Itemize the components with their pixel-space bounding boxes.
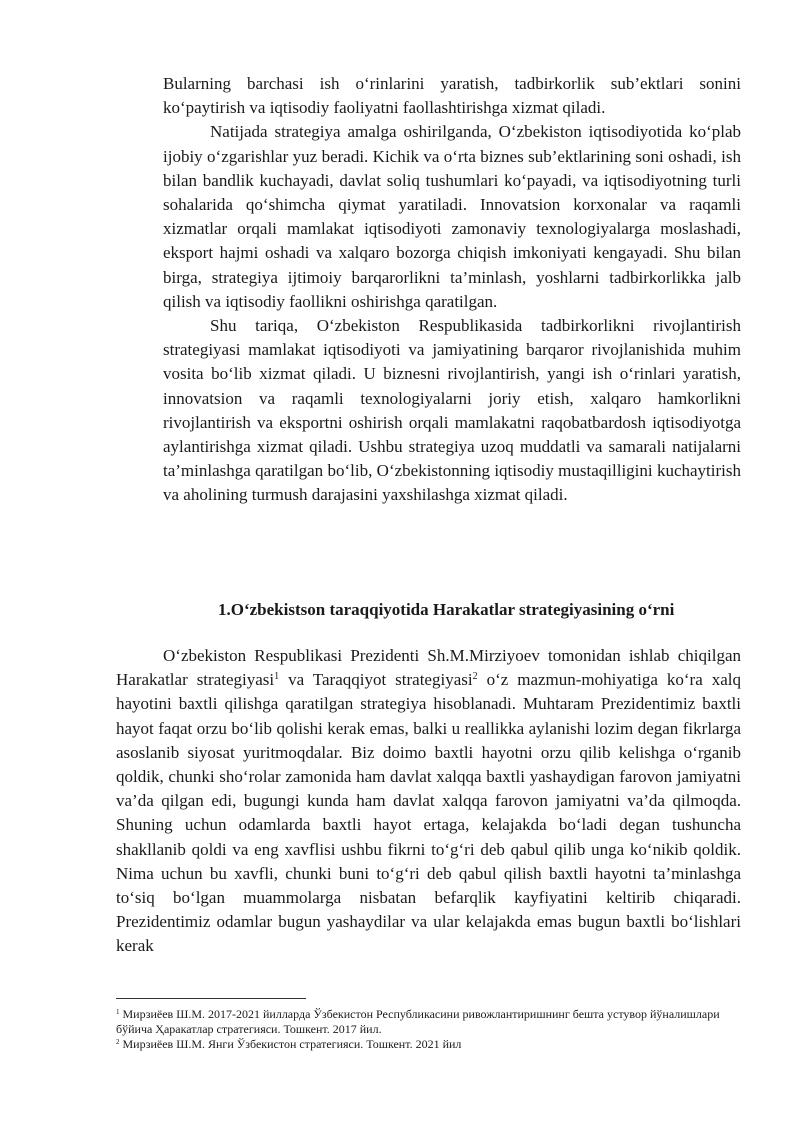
section-heading: 1.O‘zbekistson taraqqiyotida Harakatlar strategiyasining o‘rni [218,600,675,619]
paragraph-strategy-part1: O‘zbekiston Respublikasi Prezidenti Sh.M.Mirziyoev tomonidan ishlab chiqilgan Harakatlar strategiyasi [116,646,741,690]
footnotes [116,1007,741,1052]
footnote-2-number: 2 [116,1038,120,1046]
paragraph-strategy-part2: va Taraqqiyot strategiyasi [279,670,473,690]
footnote-2-text: Мирзиёев Ш.М. Янги Ўзбекистон стратегияси. Тошкент. 2021 йил [119,1037,462,1051]
footnote-divider [116,998,306,999]
footnote-1 [116,1007,741,1037]
paragraph-strategy [116,644,741,959]
paragraph-results: Natijada strategiya amalga oshirilganda, O‘zbekiston iqtisodiyotida ko‘plab ijobiy o‘zgarishlar yuz beradi. Kichik va o‘rta biznes sub’ektlarining soni oshadi, ish bilan bandlik kuchayadi, davlat soliq tushumlari ko‘payadi, va iqtisodiyotning turli sohalarida qo‘shimcha qiymat yaratiladi. Innovatsion korxonalar va raqamli xizmatlar orqali mamlakat iqtisodiyoti zamonaviy texnologiyalarga moslashadi, eksport hajmi oshadi va xalqaro bozorga chiqish imkoniyati kengayadi. Shu bilan birga, strategiya ijtimoiy barqarorlikni ta’minlash, yoshlarni tadbirkorlikka jalb qilish va iqtisodiy faollikni oshirishga qaratilgan. [163,122,741,311]
footnote-ref-1[interactable]: 1 [274,671,280,683]
footnote-1-text: Мирзиёев Ш.М. 2017-2021 йилларда Ўзбекистон Республикасини ривожлантиришнинг бешта устувор йўналишлари бўйича Ҳаракатлар стратегияси. Тошкент. 2017 йил. [116,1007,720,1036]
footnote-2 [116,1037,741,1052]
paragraph-intro: Bularning barchasi ish o‘rinlarini yaratish, tadbirkorlik sub’ektlari sonini ko‘paytirish va iqtisodiy faoliyatni faollashtirishga xizmat qiladi. [163,74,741,118]
paragraph-strategy-part3: o‘z mazmun-mohiyatiga ko‘ra xalq hayotini baxtli qilishga qaratilgan strategiya hisoblanadi. Muhtaram Prezidentimiz baxtli hayot faqat orzu bo‘lib qolishi kerak emas, balki u reallikka aylanishi lozim degan fikrlarga asoslanib siyosat yuritmoqdalar. Biz doimo baxtli hayotni orzu qilib kelishga o‘rganib qoldik, chunki sho‘rolar zamonida ham davlat xalqqa baxtli yashaydigan farovon jamiyatni va’da qilgan edi, bugungi kunda ham davlat xalqqa farovon jamiyatni va’da qilmoqda. Shuning uchun odamlarda baxtli hayot ertaga, kelajakda bo‘ladi degan tushuncha shakllanib qoldi va eng xavflisi ushbu fikrni to‘g‘ri deb qabul qilib unga ko‘nikib qoldik. Nima uchun bu xavfli, chunki buni to‘g‘ri deb qabul qilish baxtli hayotni ta’minlashga to‘siq bo‘lgan muammolarga nisbatan befarqlik kayfiyatini keltirib chiqaradi. Prezidentimiz odamlar bugun yashaydilar va ular kelajakda emas bugun baxtli bo‘lishlari kerak [116,670,741,956]
paragraph-conclusion: Shu tariqa, O‘zbekiston Respublikasida tadbirkorlikni rivojlantirish strategiyasi mamlakat iqtisodiyoti va jamiyatining barqaror rivojlanishida muhim vosita bo‘lib xizmat qiladi. U biznesni rivojlantirish, yangi ish o‘rinlari yaratish, innovatsion va raqamli texnologiyalarni joriy etish, xalqaro hamkorlikni rivojlantirish va eksportni oshirish orqali mamlakatni raqobatbardosh iqtisodiyotga aylantirishga xizmat qiladi. Ushbu strategiya uzoq muddatli va samarali natijalarni ta’minlashga qaratilgan bo‘lib, O‘zbekistonning iqtisodiy mustaqilligini kuchaytirish va aholining turmush darajasini yaxshilashga xizmat qiladi. [163,316,741,505]
footnote-ref-2[interactable]: 2 [472,671,478,683]
body-text-section [116,644,741,959]
footnote-1-number: 1 [116,1008,120,1016]
body-text-top [163,72,741,508]
